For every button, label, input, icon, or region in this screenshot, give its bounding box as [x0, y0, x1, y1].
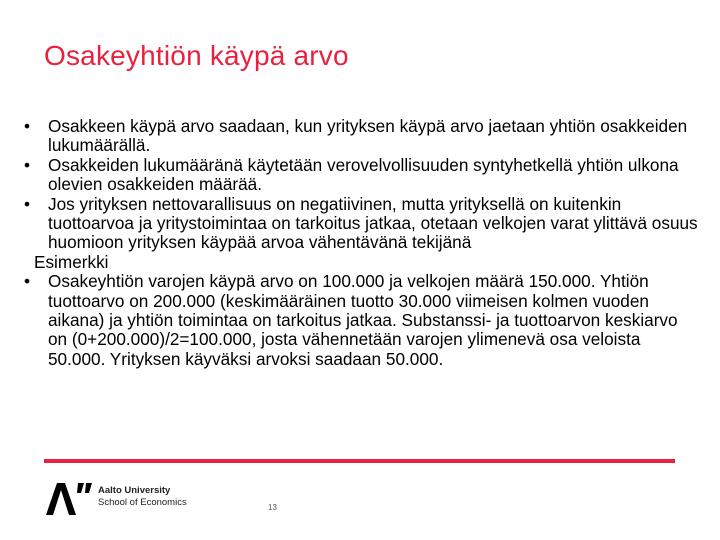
page-number: 13	[268, 503, 277, 512]
example-label: Esimerkki	[34, 251, 109, 272]
bullet-text: Osakkeiden lukumääränä käytetään verovelvollisuuden syntyhetkellä yhtiön ulkona olevien osakkeiden määrää.	[48, 154, 679, 195]
slide-body	[20, 117, 700, 369]
bullet-text: Jos yrityksen nettovarallisuus on negatiivinen, mutta yrityksellä on kuitenkin tuottoarvoa ja yritystoimintaa on tarkoitus jatkaa, otetaan velkojen varat ylittävä osuus huomioon yrityksen käypää arvoa vähentävänä tekijänä	[48, 193, 698, 253]
bullet-text: Osakeyhtiön varojen käypä arvo on 100.000 ja velkojen määrä 150.000. Yhtiön tuottoarvo on 200.000 (keskimääräinen tuotto 30.000 viimeisen kolmen vuoden aikana) ja yhtiön toimintaa on tarkoitus jatkaa. Substanssi- ja tuottoarvon keskiarvo on (0+200.000)/2=100.000, josta vähennetään varojen ylimenevä osa veloista 50.000. Yrityksen käyväksi arvoksi saadaan 50.000.	[48, 271, 678, 369]
bullet-dot: •	[23, 271, 31, 292]
bullet-item	[20, 195, 700, 253]
bullet-item	[20, 156, 700, 195]
bullet-dot: •	[23, 193, 31, 214]
slide-title: Osakeyhtiön käypä arvo	[44, 40, 349, 71]
bullet-dot: •	[23, 116, 31, 136]
bullet-dot: •	[23, 154, 31, 175]
bullet-item	[20, 272, 700, 369]
bullet-text: Osakkeen käypä arvo saadaan, kun yrityksen käypä arvo jaetaan yhtiön osakkeiden lukumäärällä.	[48, 116, 688, 156]
footer-divider	[44, 459, 675, 463]
logo-line-university: Aalto University	[98, 485, 171, 496]
bullet-item	[20, 117, 700, 156]
logo-text	[98, 485, 187, 509]
logo-line-school: School of Economics	[98, 497, 187, 508]
